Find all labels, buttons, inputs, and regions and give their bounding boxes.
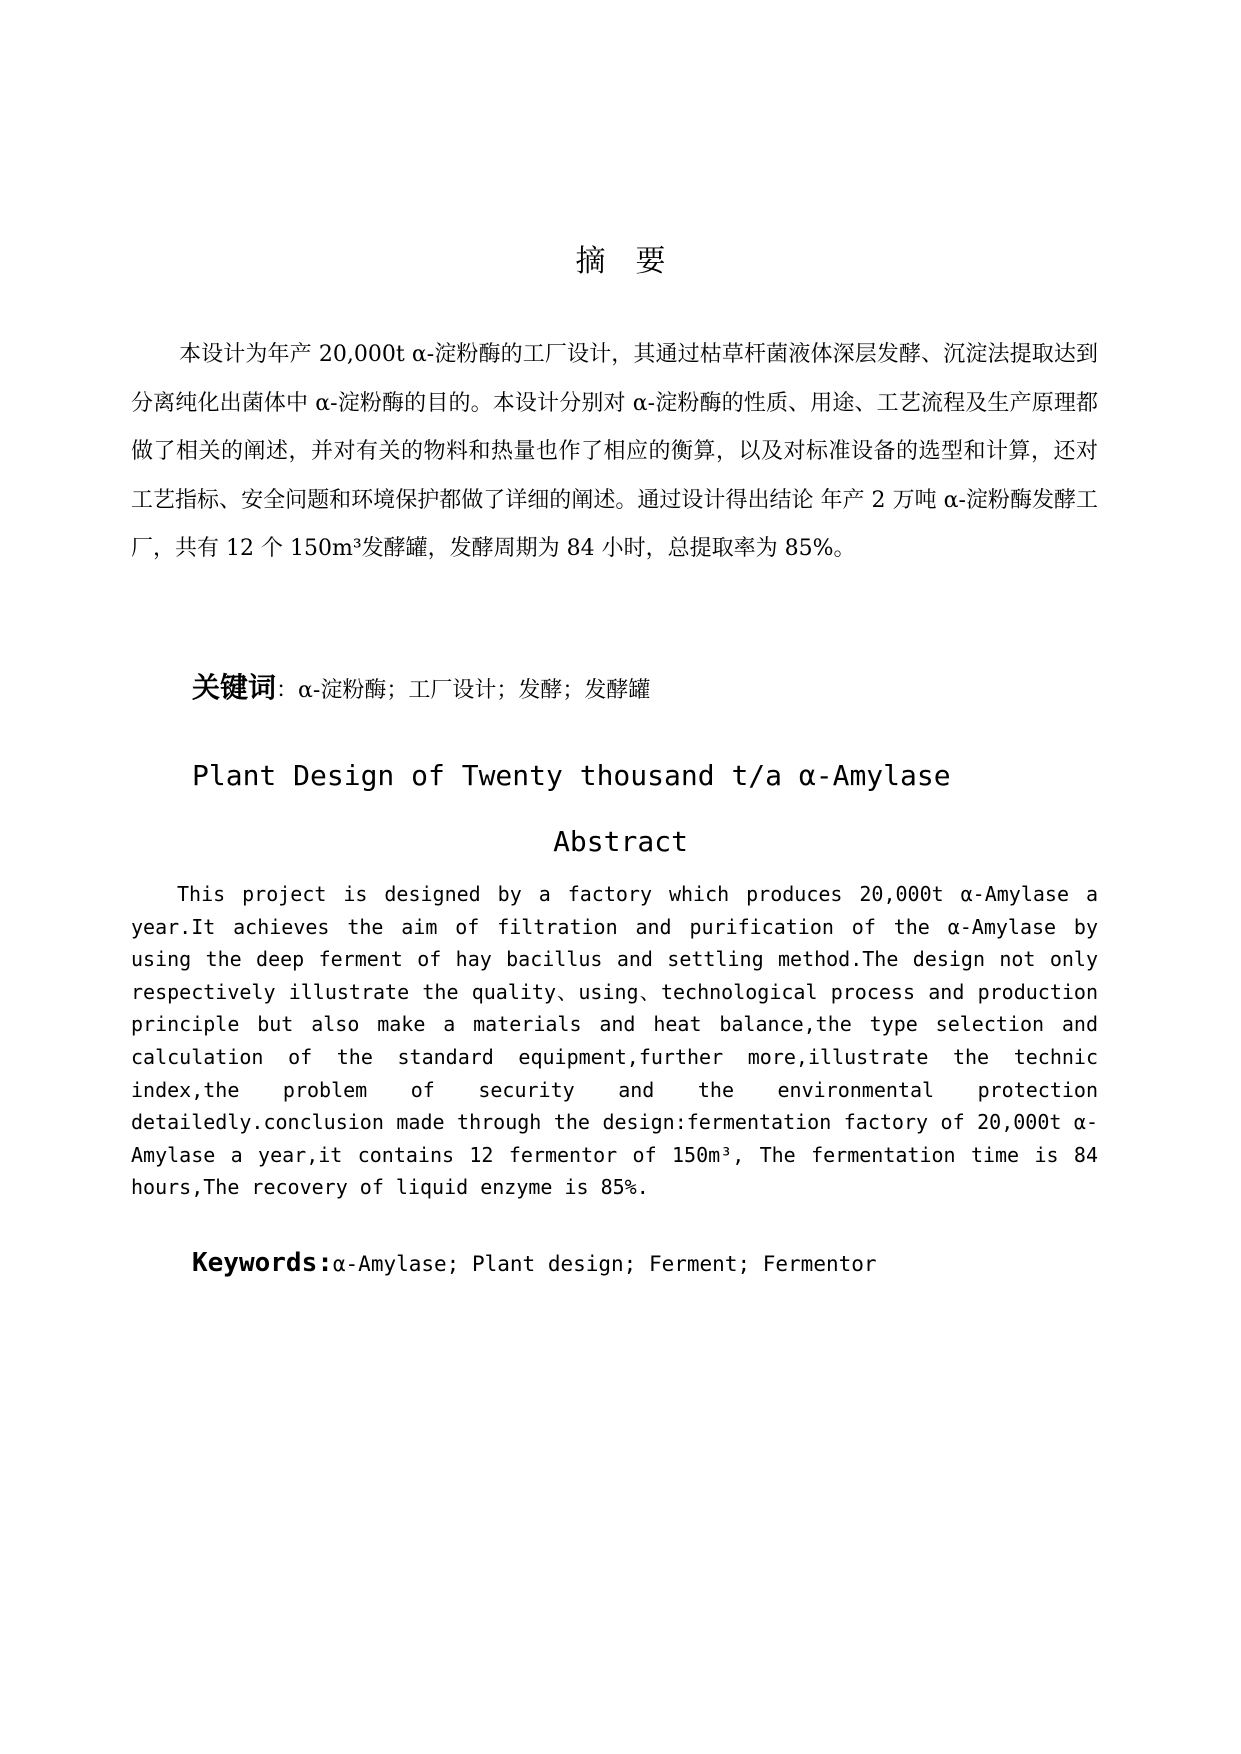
chinese-abstract-title: 摘要 bbox=[575, 244, 696, 279]
english-paper-title: Plant Design of Twenty thousand t/a α-Amylase bbox=[192, 759, 951, 792]
english-keywords bbox=[192, 1248, 1092, 1278]
english-keywords-label: Keywords: bbox=[192, 1248, 333, 1278]
chinese-keywords bbox=[192, 666, 1092, 706]
chinese-keywords-separator: ： bbox=[276, 678, 299, 703]
english-abstract-heading: Abstract bbox=[553, 825, 688, 858]
chinese-keywords-label: 关键词 bbox=[192, 671, 277, 704]
chinese-abstract-body: 本设计为年产 20,000t α-淀粉酶的工厂设计，其通过枯草杆菌液体深层发酵、沉淀法提取达到分离纯化出菌体中 α-淀粉酶的目的。本设计分别对 α-淀粉酶的性质、用途、工艺流程及生产原理都做了相关的阐述，并对有关的物料和热量也作了相应的衡算，以及对标准设备的选型和计算，还对工艺指标、安全问题和环境保护都做了详细的阐述。通过设计得出结论 年产 2 万吨 α-淀粉酶发酵工厂，共有 12 个 150m³发酵罐，发酵周期为 84 小时，总提取率为 85%。 bbox=[131, 342, 1098, 561]
english-keywords-list: α-Amylase; Plant design; Ferment; Fermentor bbox=[332, 1252, 877, 1276]
english-abstract-body: This project is designed by a factory which produces 20,000t α-Amylase a year.It achieves the aim of filtration and purification of the α-Amylase by using the deep ferment of hay bacillus and settling method.The design not only respectively illustrate the quality、using、technological process and production principle but also make a materials and heat balance,the type selection and calculation of the standard equipment,further more,illustrate the technic index,the problem of security and the environmental protection detailedly.conclusion made through the design:fermentation factory of 20,000t α-Amylase a year,it contains 12 fermentor of 150m³, The fermentation time is 84 hours,The recovery of liquid enzyme is 85%. bbox=[131, 882, 1098, 1200]
chinese-keywords-list: α-淀粉酶；工厂设计；发酵；发酵罐 bbox=[298, 678, 651, 703]
